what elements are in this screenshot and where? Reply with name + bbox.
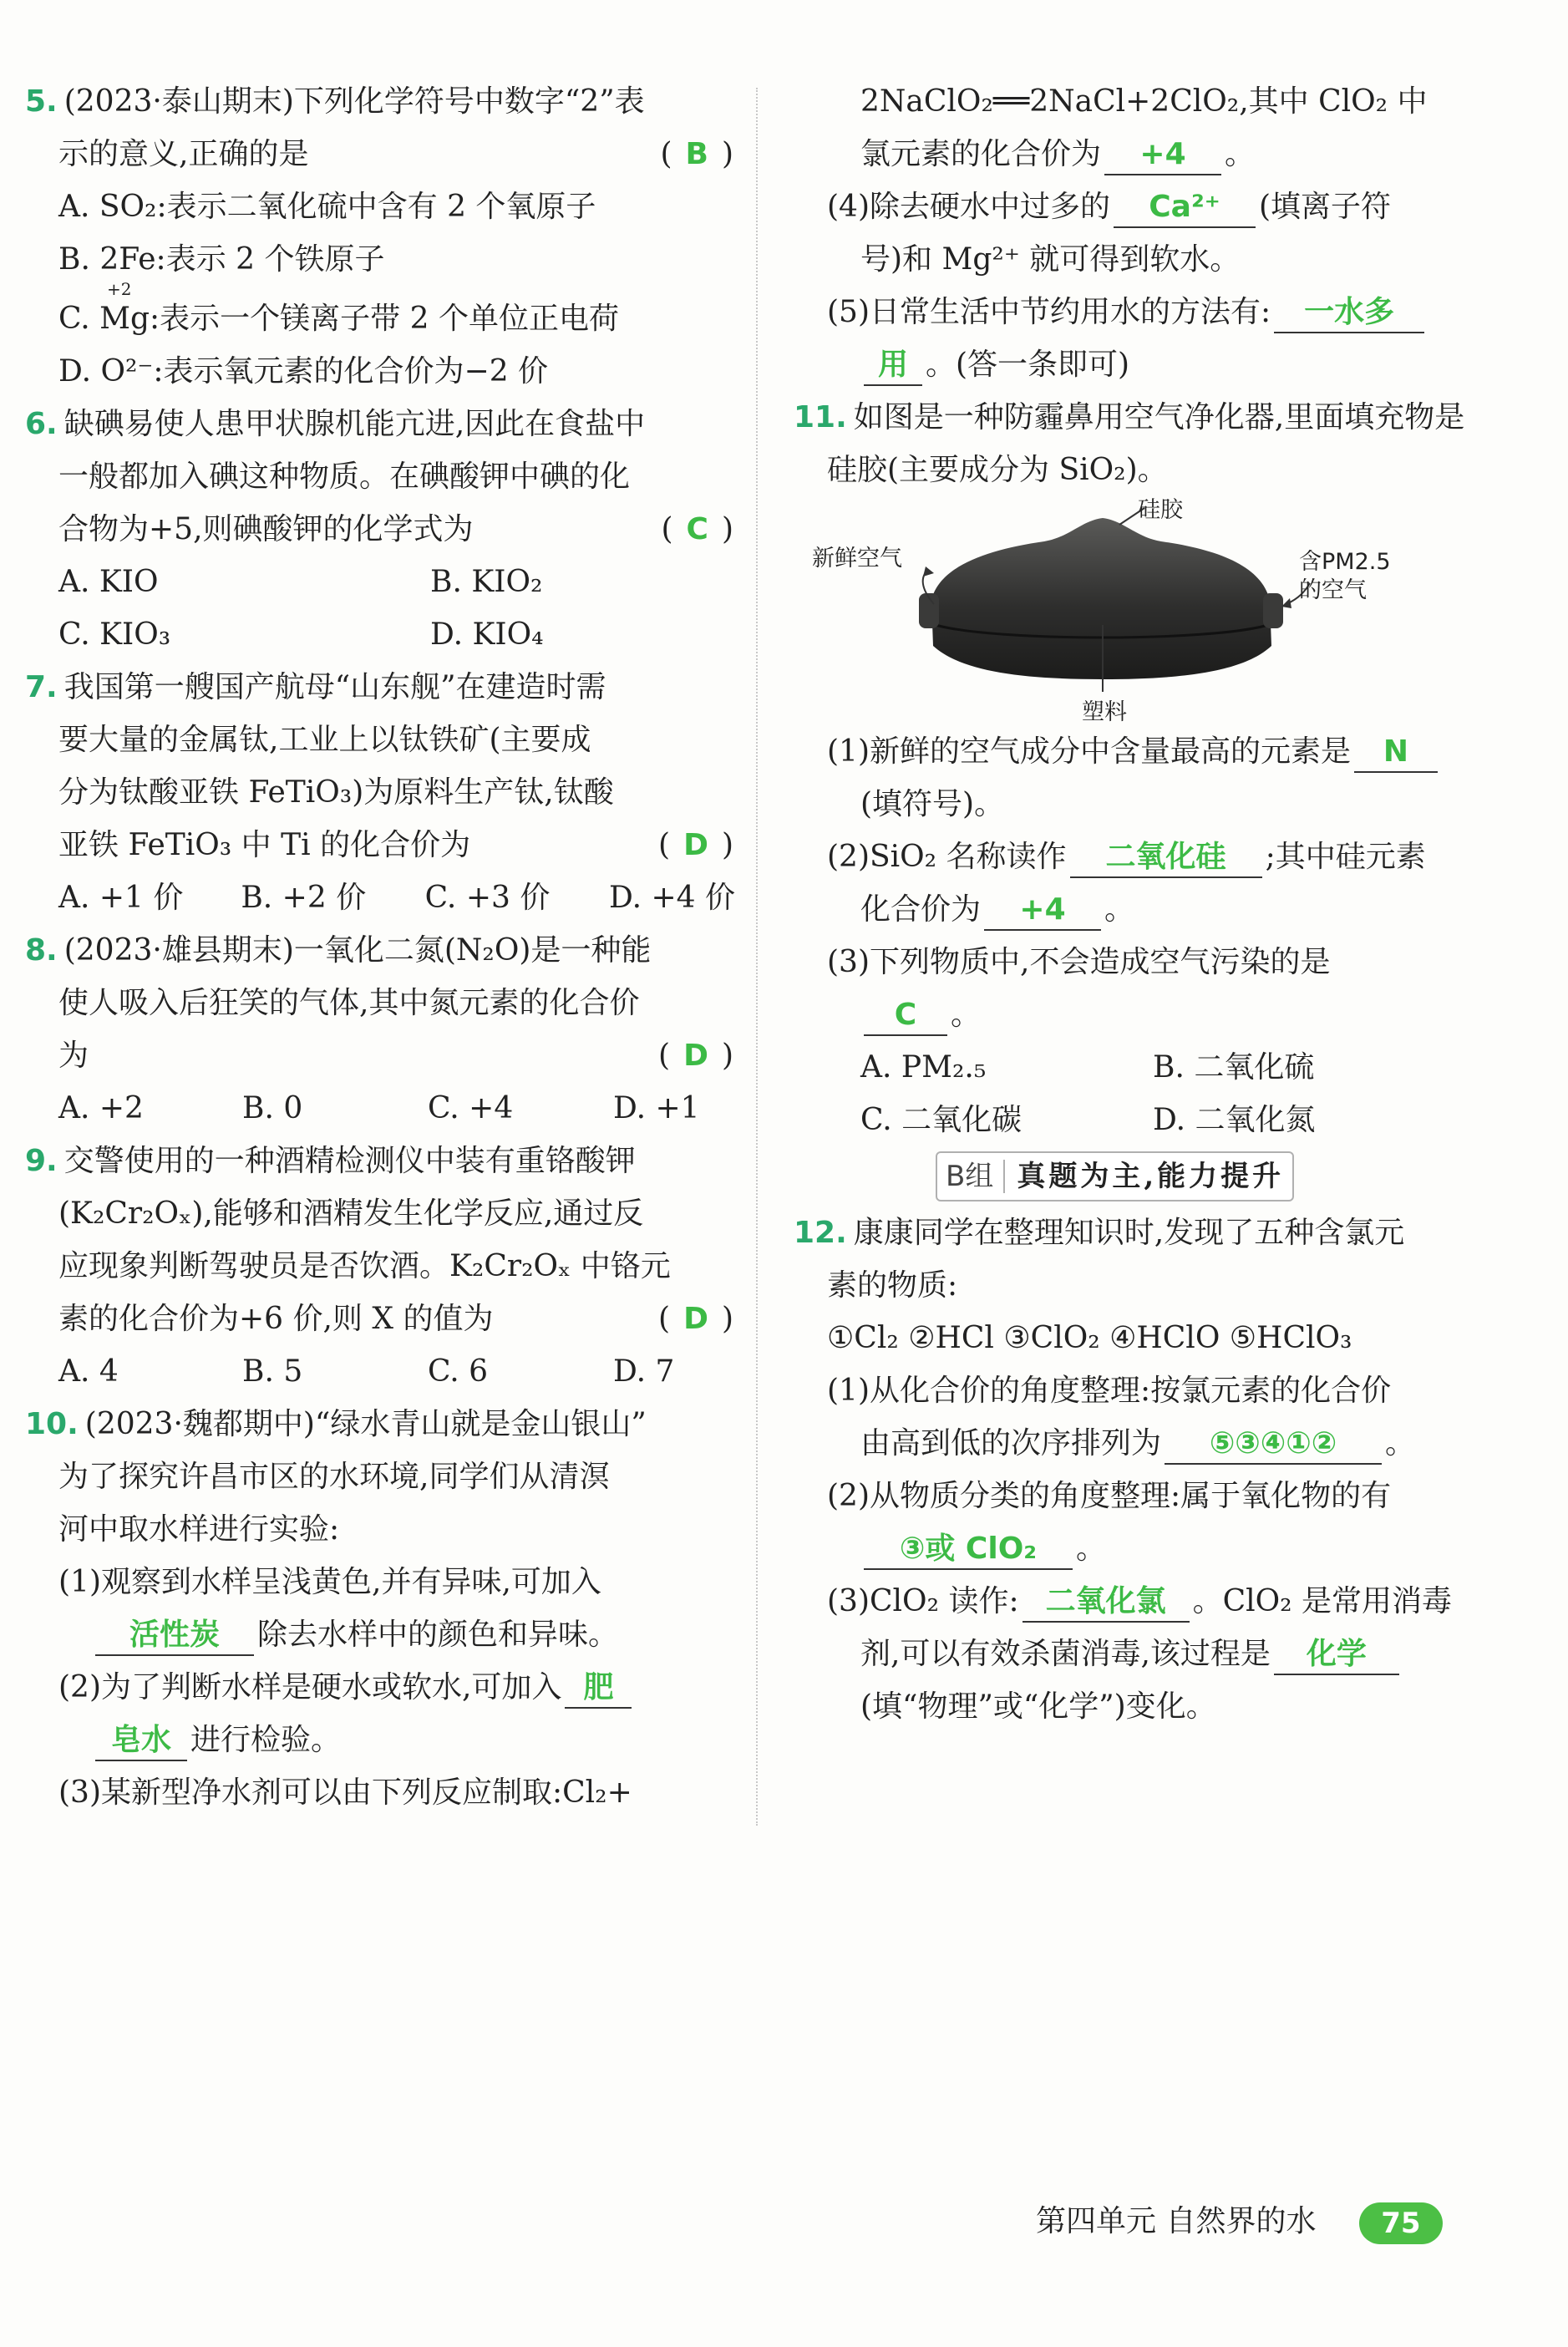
q9-stem: 9. 交警使用的一种酒精检测仪中装有重铬酸钾 xyxy=(25,1144,636,1178)
q5-option-c: +2 C. Mg:表示一个镁离子带 2 个单位正电荷 xyxy=(58,279,619,336)
valence-mark: +2 xyxy=(107,279,132,299)
left-column: 5. (2023·泰山期末)下列化学符号中数字“2”表 示的意义,正确的是 ( B ) A. SO₂:表示二氧化硫中含有 2 个氧原子 B. 2Fe:表示 2 个铁原子 +2 C. Mg:表示一个镁离子带 2 个单位正电荷 D. O²⁻:表示氧元素的化合价为−2 价 6. 缺碘易使人患甲状腺机能亢进,因此在食盐中 一般都加入碘这种物质。在碘酸钾中碘的化 合物为+5,则碘酸钾的化学式为 ( C ) A. KIO B. KIO₂ C. KIO₃ D. KIO₄ 7. 我国第一艘国产航母“山东舰”在建造时需 要大量的金属钛,工业上以钛铁矿(主要成 分为钛酸亚铁 FeTiO₃)为原料生产钛,钛酸 亚铁 FeTiO₃ 中 Ti 的化合价为 ( D ) A. +1 价 B. +2 价 C. +3 价 D. +4 价 8. (2023·雄县期末)一氧化二氮(N₂O)是一种能 使人吸入后狂笑的气体,其中氮元素的化合价 为 ( D ) A. +2 B. 0 C. +4 D. +1 9. 交警使用的一种酒精检测仪中装有重铬酸钾 (K₂Cr₂Oₓ),能够和酒精发生化学反应,通过反 应现象判断驾驶员是否饮酒。K₂Cr₂Oₓ 中铬元 素的化合价为+6 价,则 X 的值为 ( D ) A. 4 B. 5 C. 6 D. 7 10. (2023·魏都期中)“绿水青山就是金山银山” 为了探究许昌市区的水环境,同学们从清溟 河中取水样进行实验: (1)观察到水样呈浅黄色,并有异味,可加入 活性炭 除去水样中的颜色和异味。 (2)为了判断水样是硬水或软水,可加入 肥 皂水 进行检验。 (3)某新型净水剂可以由下列反应制取:Cl₂+ xyxy=(25,75,735,1819)
q5-answer: ( B ) xyxy=(660,137,735,171)
q12-stem: 12. 康康同学在整理知识时,发现了五种含氯元 xyxy=(794,1216,1405,1250)
label-silica: 硅胶 xyxy=(1138,497,1183,523)
group-b-header: B组 真题为主,能力提升 xyxy=(936,1151,1294,1201)
q9-answer: ( D ) xyxy=(658,1302,735,1336)
right-column: 2NaClO₂══2NaCl+2ClO₂,其中 ClO₂ 中 氯元素的化合价为 +4 。 (4)除去硬水中过多的 Ca²⁺ (填离子符 号)和 Mg²⁺ 就可得到软水。 (5)日常生活中节约用水的方法有: 一水多 用 。(答一条即可) 11. 如图是一种防霾鼻用空气净化器,里面填充物是 硅胶(主要成分为 SiO₂)。 硅胶 新鲜空气 含PM2.5 的空气 塑料 (1)新鲜的空气成分中含量最高的元素是 N (填符号)。 (2)SiO₂ 名称读作 二氧化硅 ;其中硅元素 化合价为 +4 。 (3)下列物质中,不会造成空气污染的是 C 。 A. PM₂.₅ B. 二氧化硫 C. 二氧化碳 D. 二氧化氮 B组 真题为主,能力提升 12. 康康同学在整理知识时,发现了五种含氯元 素的物质: ①Cl₂ ②HCl ③ClO₂ ④HClO ⑤HClO₃ (1)从化合价的角度整理:按氯元素的化合价 由高到低的次序排列为 ⑤③④①② 。 (2)从物质分类的角度整理:属于氧化物的有 ③或 ClO₂ 。 (3)ClO₂ 读作: 二氧化氯 。ClO₂ 是常用消毒 剂,可以有效杀菌消毒,该过程是 化学 (填“物理”或“化学”)变化。 xyxy=(794,75,1508,1733)
q12-3-answer-b: 化学 xyxy=(1274,1635,1399,1675)
q11-2-answer: 二氧化硅 xyxy=(1070,838,1262,878)
q6-options-ab: A. KIO B. KIO₂ xyxy=(58,565,543,599)
label-fresh-air: 新鲜空气 xyxy=(812,546,902,572)
page-footer xyxy=(1036,2197,1443,2244)
q10-stem: 10. (2023·魏都期中)“绿水青山就是金山银山” xyxy=(25,1407,647,1441)
label-plastic: 塑料 xyxy=(1082,699,1127,725)
q12-2-answer: ③或 ClO₂ xyxy=(864,1530,1073,1570)
q8-options: A. +2 B. 0 C. +4 D. +1 xyxy=(58,1091,700,1125)
q10-5-answer-a: 一水多 xyxy=(1274,293,1424,333)
q5-option-d: D. O²⁻:表示氧元素的化合价为−2 价 xyxy=(58,354,549,389)
q5-number: 5. xyxy=(25,84,58,119)
mask-illustration xyxy=(794,500,1508,717)
page-number: 75 xyxy=(1359,2202,1443,2244)
q11-options-cd: C. 二氧化碳 D. 二氧化氮 xyxy=(860,1103,1316,1137)
label-pm25-2: 的空气 xyxy=(1299,577,1367,603)
q12-3-answer: 二氧化氯 xyxy=(1022,1582,1190,1623)
q6-stem: 6. 缺碘易使人患甲状腺机能亢进,因此在食盐中 xyxy=(25,407,646,441)
q7-answer: ( D ) xyxy=(658,828,735,862)
q11-stem: 11. 如图是一种防霾鼻用空气净化器,里面填充物是 xyxy=(794,400,1465,434)
q5-stem: 5. (2023·泰山期末)下列化学符号中数字“2”表 xyxy=(25,84,645,119)
q10-1-answer: 活性炭 xyxy=(95,1616,254,1656)
unit-title: 第四单元 自然界的水 xyxy=(1036,2204,1317,2238)
q8-stem: 8. (2023·雄县期末)一氧化二氮(N₂O)是一种能 xyxy=(25,933,652,968)
q10-4-answer: Ca²⁺ xyxy=(1114,188,1256,228)
q12-1-answer: ⑤③④①② xyxy=(1165,1425,1382,1465)
mask-figure xyxy=(794,497,1508,725)
label-pm25-1: 含PM2.5 xyxy=(1299,549,1391,575)
q10-5-answer-b: 用 xyxy=(864,346,922,386)
q5-option-b: B. 2Fe:表示 2 个铁原子 xyxy=(58,242,385,277)
q11-2-answer-b: +4 xyxy=(984,891,1101,931)
q11-1-answer: N xyxy=(1354,733,1438,773)
q10-2-answer-b: 皂水 xyxy=(95,1721,187,1761)
q9-options: A. 4 B. 5 C. 6 D. 7 xyxy=(58,1354,675,1389)
q7-stem: 7. 我国第一艘国产航母“山东舰”在建造时需 xyxy=(25,670,606,704)
q7-options: A. +1 价 B. +2 价 C. +3 价 D. +4 价 xyxy=(58,881,735,915)
q10-3-answer: +4 xyxy=(1104,135,1221,175)
q10-equation: 2NaClO₂══2NaCl+2ClO₂,其中 ClO₂ 中 xyxy=(860,84,1428,119)
q5-option-a: A. SO₂:表示二氧化硫中含有 2 个氧原子 xyxy=(58,190,596,224)
q11-options-ab: A. PM₂.₅ B. 二氧化硫 xyxy=(860,1050,1315,1085)
q6-options-cd: C. KIO₃ D. KIO₄ xyxy=(58,617,544,652)
column-divider xyxy=(756,88,758,1826)
q12-items: ①Cl₂ ②HCl ③ClO₂ ④HClO ⑤HClO₃ xyxy=(827,1321,1352,1355)
q8-answer: ( D ) xyxy=(658,1039,735,1073)
q11-3-answer: C xyxy=(864,996,947,1036)
q6-answer: ( C ) xyxy=(661,512,735,546)
q10-2-answer-a: 肥 xyxy=(565,1669,632,1709)
